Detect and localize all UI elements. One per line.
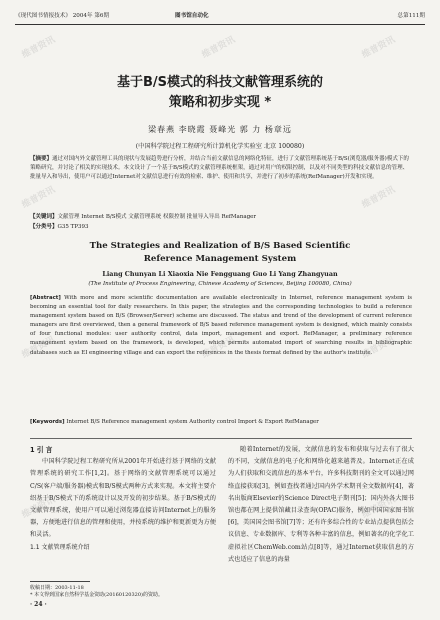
en-title-line-2: Reference Management System: [143, 253, 297, 264]
author-list: 梁春燕 李晓霞 聂峰光 郭 力 杨章远: [148, 125, 292, 134]
en-keywords-label: [Keywords]: [30, 419, 65, 425]
en-abstract-label: [Abstract]: [30, 295, 61, 301]
section-divider: [30, 438, 412, 439]
watermark: 维普资讯: [360, 184, 397, 211]
watermark: 维普资讯: [20, 494, 57, 521]
abstract-label: 【摘要】: [30, 156, 53, 162]
class-label: 【分类号】: [30, 224, 58, 230]
watermark: 维普资讯: [20, 34, 57, 61]
english-affiliation: (The Institute of Process Engineering, Chinese Academy of Sciences, Beijing 100080, China): [88, 281, 352, 287]
page-number: · 24 ·: [30, 601, 47, 608]
footnote-rule: [30, 581, 90, 582]
en-title-line-1: The Strategies and Realization of B/S Based Scientific: [89, 241, 351, 251]
running-header: [15, 9, 425, 22]
abstract-text: 通过对国内外文献管理工具的现状与发展趋势进行分析，并结合当前文献信息的网络化特征，进行了文献管理系统基于B/S(浏览器/服务器)模式下的策略研究，并讨论了相关的实现技术。本文设计了一个基于B/S模式的文献管理系统框架，通过对用户的权限控制，以及对不同类型的科技文献信息的管理、批量导入和导出，使用户可以通过Internet对文献信息进行有效的检索、维护、使用和共享，并进行了初步的系统(RefManager)开发和实现。: [30, 156, 409, 181]
keywords-label: 【关键词】: [30, 214, 58, 220]
title-line-2: 策略和初步实现 *: [168, 95, 272, 110]
issue-total: 总第111期: [397, 13, 425, 19]
subsection-heading: 1.1 文献管理系统介绍: [30, 543, 90, 551]
column-name: 图书馆自动化: [175, 13, 209, 19]
english-authors: Liang Chunyan Li Xiaoxia Nie Fengguang Guo Li Yang Zhangyuan: [102, 270, 338, 278]
en-keywords-text: Internet B/S Reference management system Authority control Import & Export RefManager: [66, 419, 319, 425]
watermark: 维普资讯: [360, 494, 397, 521]
right-paragraph: 随着Internet的发展，文献信息的发布和获取与过去有了很大的不同，文献信息的电子化和网络化越来越普及。Internet正在成为人们获取和交流信息的基本平台，许多科技期刊的全文可以通过网络直接获取[3]，例如查找者通过国内外学术期刊全文数据库[4]，著名出版商Elsevier的Science Direct电子期刊[5]；国内外各大图书馆也都在网上提供馆藏目录查询(OPAC)服务，例如中国国家图书馆[6]，美国国会图书馆[7]等；还有许多综合性的专业站点提供包括会议信息、专业数据库、专利等各种丰富的信息，例如著名的化学化工虚拟社区ChemWeb.com站点[8]等，通过Internet获取信息的方式也适应了信息的海量: [228, 446, 414, 563]
section-heading: 1 引 言: [30, 446, 53, 454]
title-line-1: 基于B/S模式的科技文献管理系统的: [116, 75, 324, 90]
watermark: 维普资讯: [20, 334, 57, 361]
watermark: 维普资讯: [200, 34, 237, 61]
keywords-text: 文献管理 Internet B/S模式 文献管理系统 权限控制 批量导入导出 RefManager: [57, 214, 257, 220]
watermark: 维普资讯: [360, 34, 397, 61]
paper-title: [0, 73, 440, 113]
watermark: 维普资讯: [20, 184, 57, 211]
english-keywords: [30, 418, 412, 427]
watermark: 维普资讯: [360, 334, 397, 361]
header-rule: [15, 24, 425, 25]
en-abstract-text: With more and more scientific documentation are available electronically in Internet, reference management system is becoming an essential tool for daily researchers. In this paper, the strategies and the corresponding technologies to build a reference management system based on B/S (Browser/Server) scheme are discussed. The status and trend of the development of current reference managers are first overviewed, then a general framework of B/S based reference management system is designed, which mainly consists of four functional modules: user authority control, data import, management and export. RefManager, a preliminary reference management system based on the framework, is developed, which permits automated import of searching results in bibliographic databases such as EI engineering village and can export the references in the thesis format defined by the author's institute.: [30, 295, 413, 356]
affiliation: (中国科学院过程工程研究所计算机化学实验室 北京 100080): [135, 143, 305, 150]
english-title: [0, 240, 440, 265]
chinese-abstract: [30, 155, 412, 183]
chinese-keywords: [30, 212, 412, 220]
watermark: 维普资讯: [200, 334, 237, 361]
footnote-funding: * 本文得到国家自然科学基金资助(20160120320)的资助。: [30, 592, 163, 598]
class-text: G35 TP393: [57, 224, 89, 230]
left-column: [30, 444, 216, 554]
classification: [30, 222, 412, 230]
footnote-received: 收稿日期：2003-11-18: [30, 585, 84, 591]
journal-info: 《现代图书情报技术》 2004年 第6期: [15, 13, 110, 19]
intro-paragraph: 中国科学院过程工程研究所从2001年开始进行基于网络的文献管理系统的研究工作[1,2]。基于网络的文献管理系统可以通过C/S(客户端/服务器)模式和B/S模式两种方式来实现。本文将主要介绍基于B/S模式下的系统设计以及开发的初步结果。基于B/S模式的文献管理系统，使用户可以通过浏览器直接访问Internet上的服务器，方便地进行信息的管理和使用，并按系统的维护和更新更为方便和灵活。: [30, 458, 216, 539]
